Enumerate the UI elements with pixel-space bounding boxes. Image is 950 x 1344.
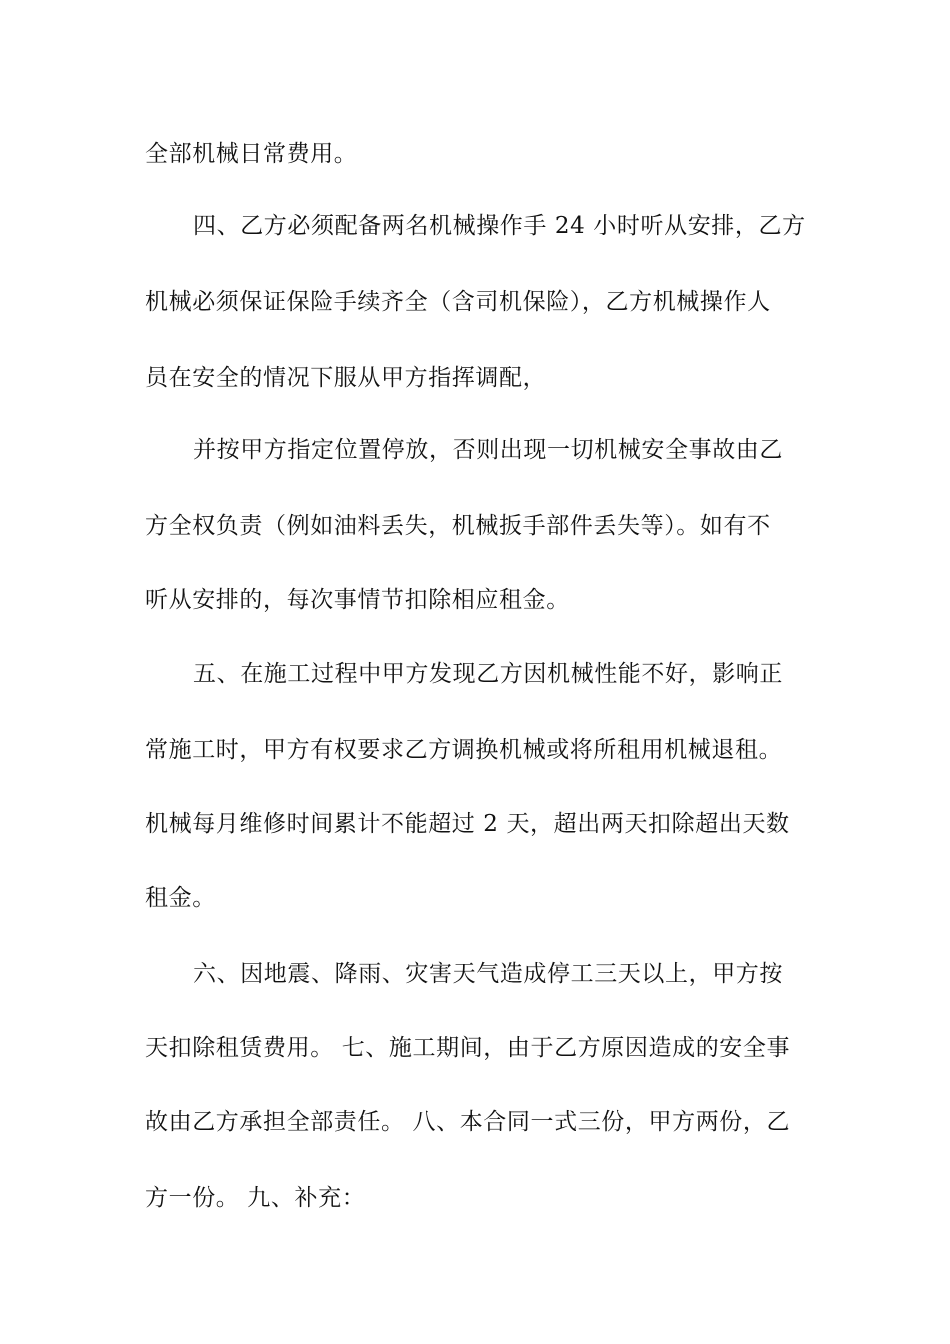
text-line-11: 租金。 bbox=[145, 885, 216, 911]
text-line-9: 常施工时，甲方有权要求乙方调换机械或将所租用机械退租。 bbox=[145, 737, 783, 763]
text-line-10: 机械每月维修时间累计不能超过 2 天，超出两天扣除超出天数 bbox=[145, 811, 790, 837]
text-line-13: 天扣除租赁费用。 七、施工期间，由于乙方原因造成的安全事 bbox=[145, 1035, 791, 1061]
text-line-12: 六、因地震、降雨、灾害天气造成停工三天以上，甲方按 bbox=[193, 961, 783, 987]
text-line-14: 故由乙方承担全部责任。 八、本合同一式三份，甲方两份，乙 bbox=[145, 1109, 791, 1135]
text-line-6: 方全权负责（例如油料丢失，机械扳手部件丢失等）。如有不 bbox=[145, 513, 771, 539]
text-line-1: 全部机械日常费用。 bbox=[145, 141, 358, 167]
text-line-7: 听从安排的，每次事情节扣除相应租金。 bbox=[145, 587, 570, 613]
text-line-5: 并按甲方指定位置停放，否则出现一切机械安全事故由乙 bbox=[193, 437, 783, 463]
text-line-3: 机械必须保证保险手续齐全（含司机保险），乙方机械操作人 bbox=[145, 289, 771, 315]
text-line-15: 方一份。 九、补充： bbox=[145, 1185, 366, 1211]
text-line-4: 员在安全的情况下服从甲方指挥调配， bbox=[145, 365, 547, 391]
text-line-2: 四、乙方必须配备两名机械操作手 24 小时听从安排，乙方 bbox=[193, 213, 806, 239]
text-line-8: 五、在施工过程中甲方发现乙方因机械性能不好，影响正 bbox=[193, 661, 783, 687]
